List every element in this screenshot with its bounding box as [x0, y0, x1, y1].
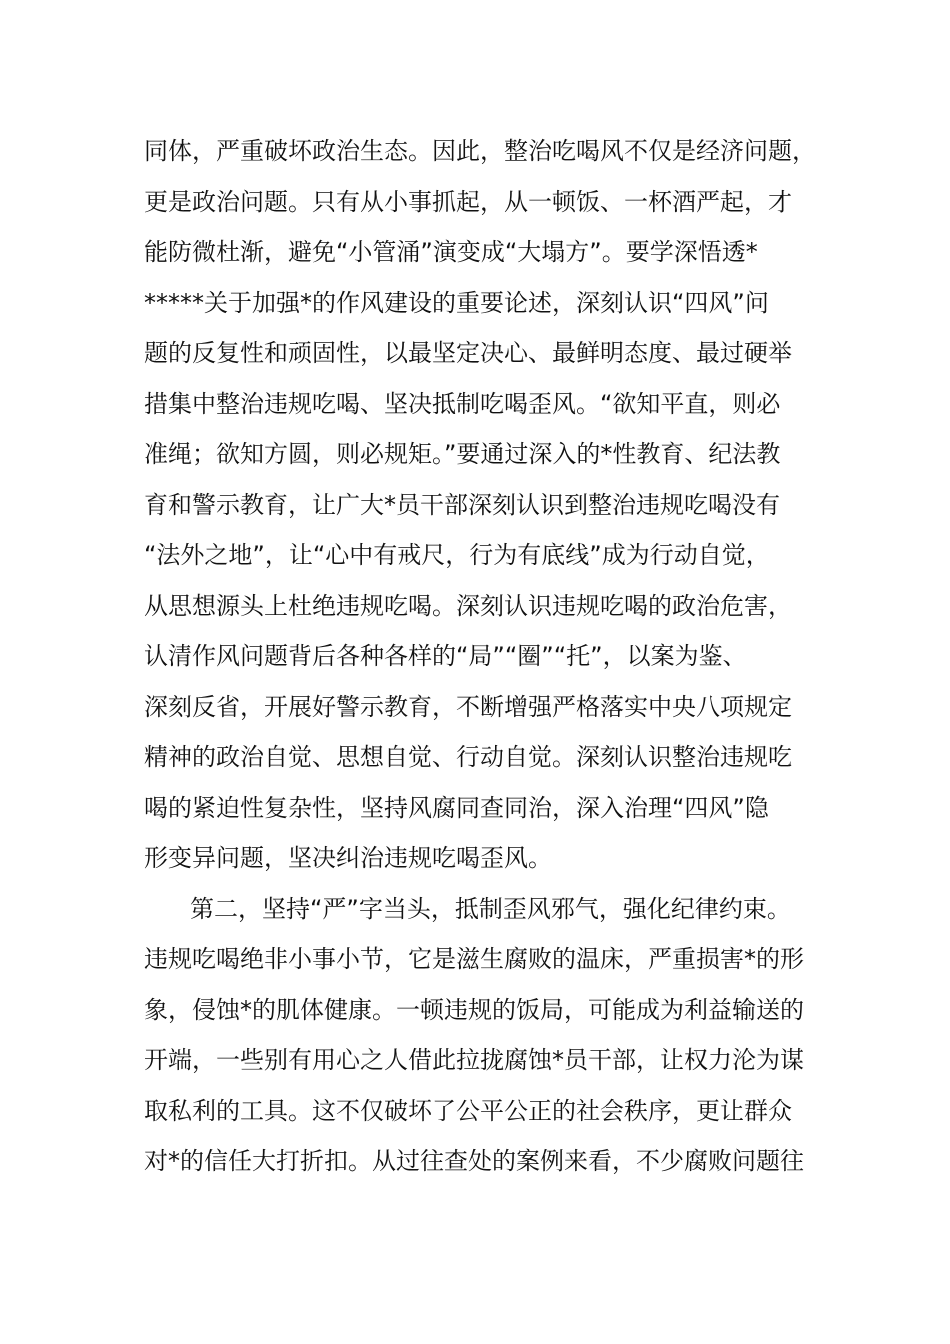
text-line: 能防微杜渐，避免“小管涌”演变成“大塌方”。要学深悟透*	[144, 238, 758, 266]
text-line: “法外之地”，让“心中有戒尺，行为有底线”成为行动自觉，	[144, 541, 770, 569]
text-line: 开端，一些别有用心之人借此拉拢腐蚀*员干部，让权力沦为谋	[144, 1046, 804, 1074]
text-line: 喝的紧迫性复杂性，坚持风腐同查同治，深入治理“四风”隐	[144, 793, 769, 822]
text-line: 认清作风问题背后各种各样的“局”“圈”“托”，以案为鉴、	[144, 642, 747, 670]
text-line: 同体，严重破坏政治生态。因此，整治吃喝风不仅是经济问题，	[144, 137, 816, 165]
text-line: 象，侵蚀*的肌体健康。一顿违规的饭局，可能成为利益输送的	[144, 995, 804, 1024]
text-line: 从思想源头上杜绝违规吃喝。深刻认识违规吃喝的政治危害，	[144, 591, 792, 620]
text-line: 违规吃喝绝非小事小节，它是滋生腐败的温床，严重损害*的形	[144, 945, 804, 973]
text-line: 对*的信任大打折扣。从过往查处的案例来看，不少腐败问题往	[144, 1147, 804, 1175]
text-line: 更是政治问题。只有从小事抓起，从一顿饭、一杯酒严起，才	[144, 187, 792, 216]
text-line: 准绳；欲知方圆，则必规矩。”要通过深入的*性教育、纪法教	[144, 440, 781, 468]
text-line: 取私利的工具。这不仅破坏了公平公正的社会秩序，更让群众	[144, 1096, 792, 1125]
text-line: *****关于加强*的作风建设的重要论述，深刻认识“四风”问	[144, 288, 769, 317]
body-text	[144, 126, 814, 1187]
text-line: 措集中整治违规吃喝、坚决抵制吃喝歪风。“欲知平直，则必	[144, 389, 781, 418]
text-line: 精神的政治自觉、思想自觉、行动自觉。深刻认识整治违规吃	[144, 743, 792, 771]
text-line: 题的反复性和顽固性，以最坚定决心、最鲜明态度、最过硬举	[144, 339, 792, 367]
text-line: 育和警示教育，让广大*员干部深刻认识到整治违规吃喝没有	[144, 490, 780, 519]
text-line: 深刻反省，开展好警示教育，不断增强严格落实中央八项规定	[144, 692, 792, 721]
text-line: 形变异问题，坚决纠治违规吃喝歪风。	[144, 844, 552, 872]
section-heading-line: 第二，坚持“严”字当头，抵制歪风邪气，强化纪律约束。	[190, 894, 791, 923]
